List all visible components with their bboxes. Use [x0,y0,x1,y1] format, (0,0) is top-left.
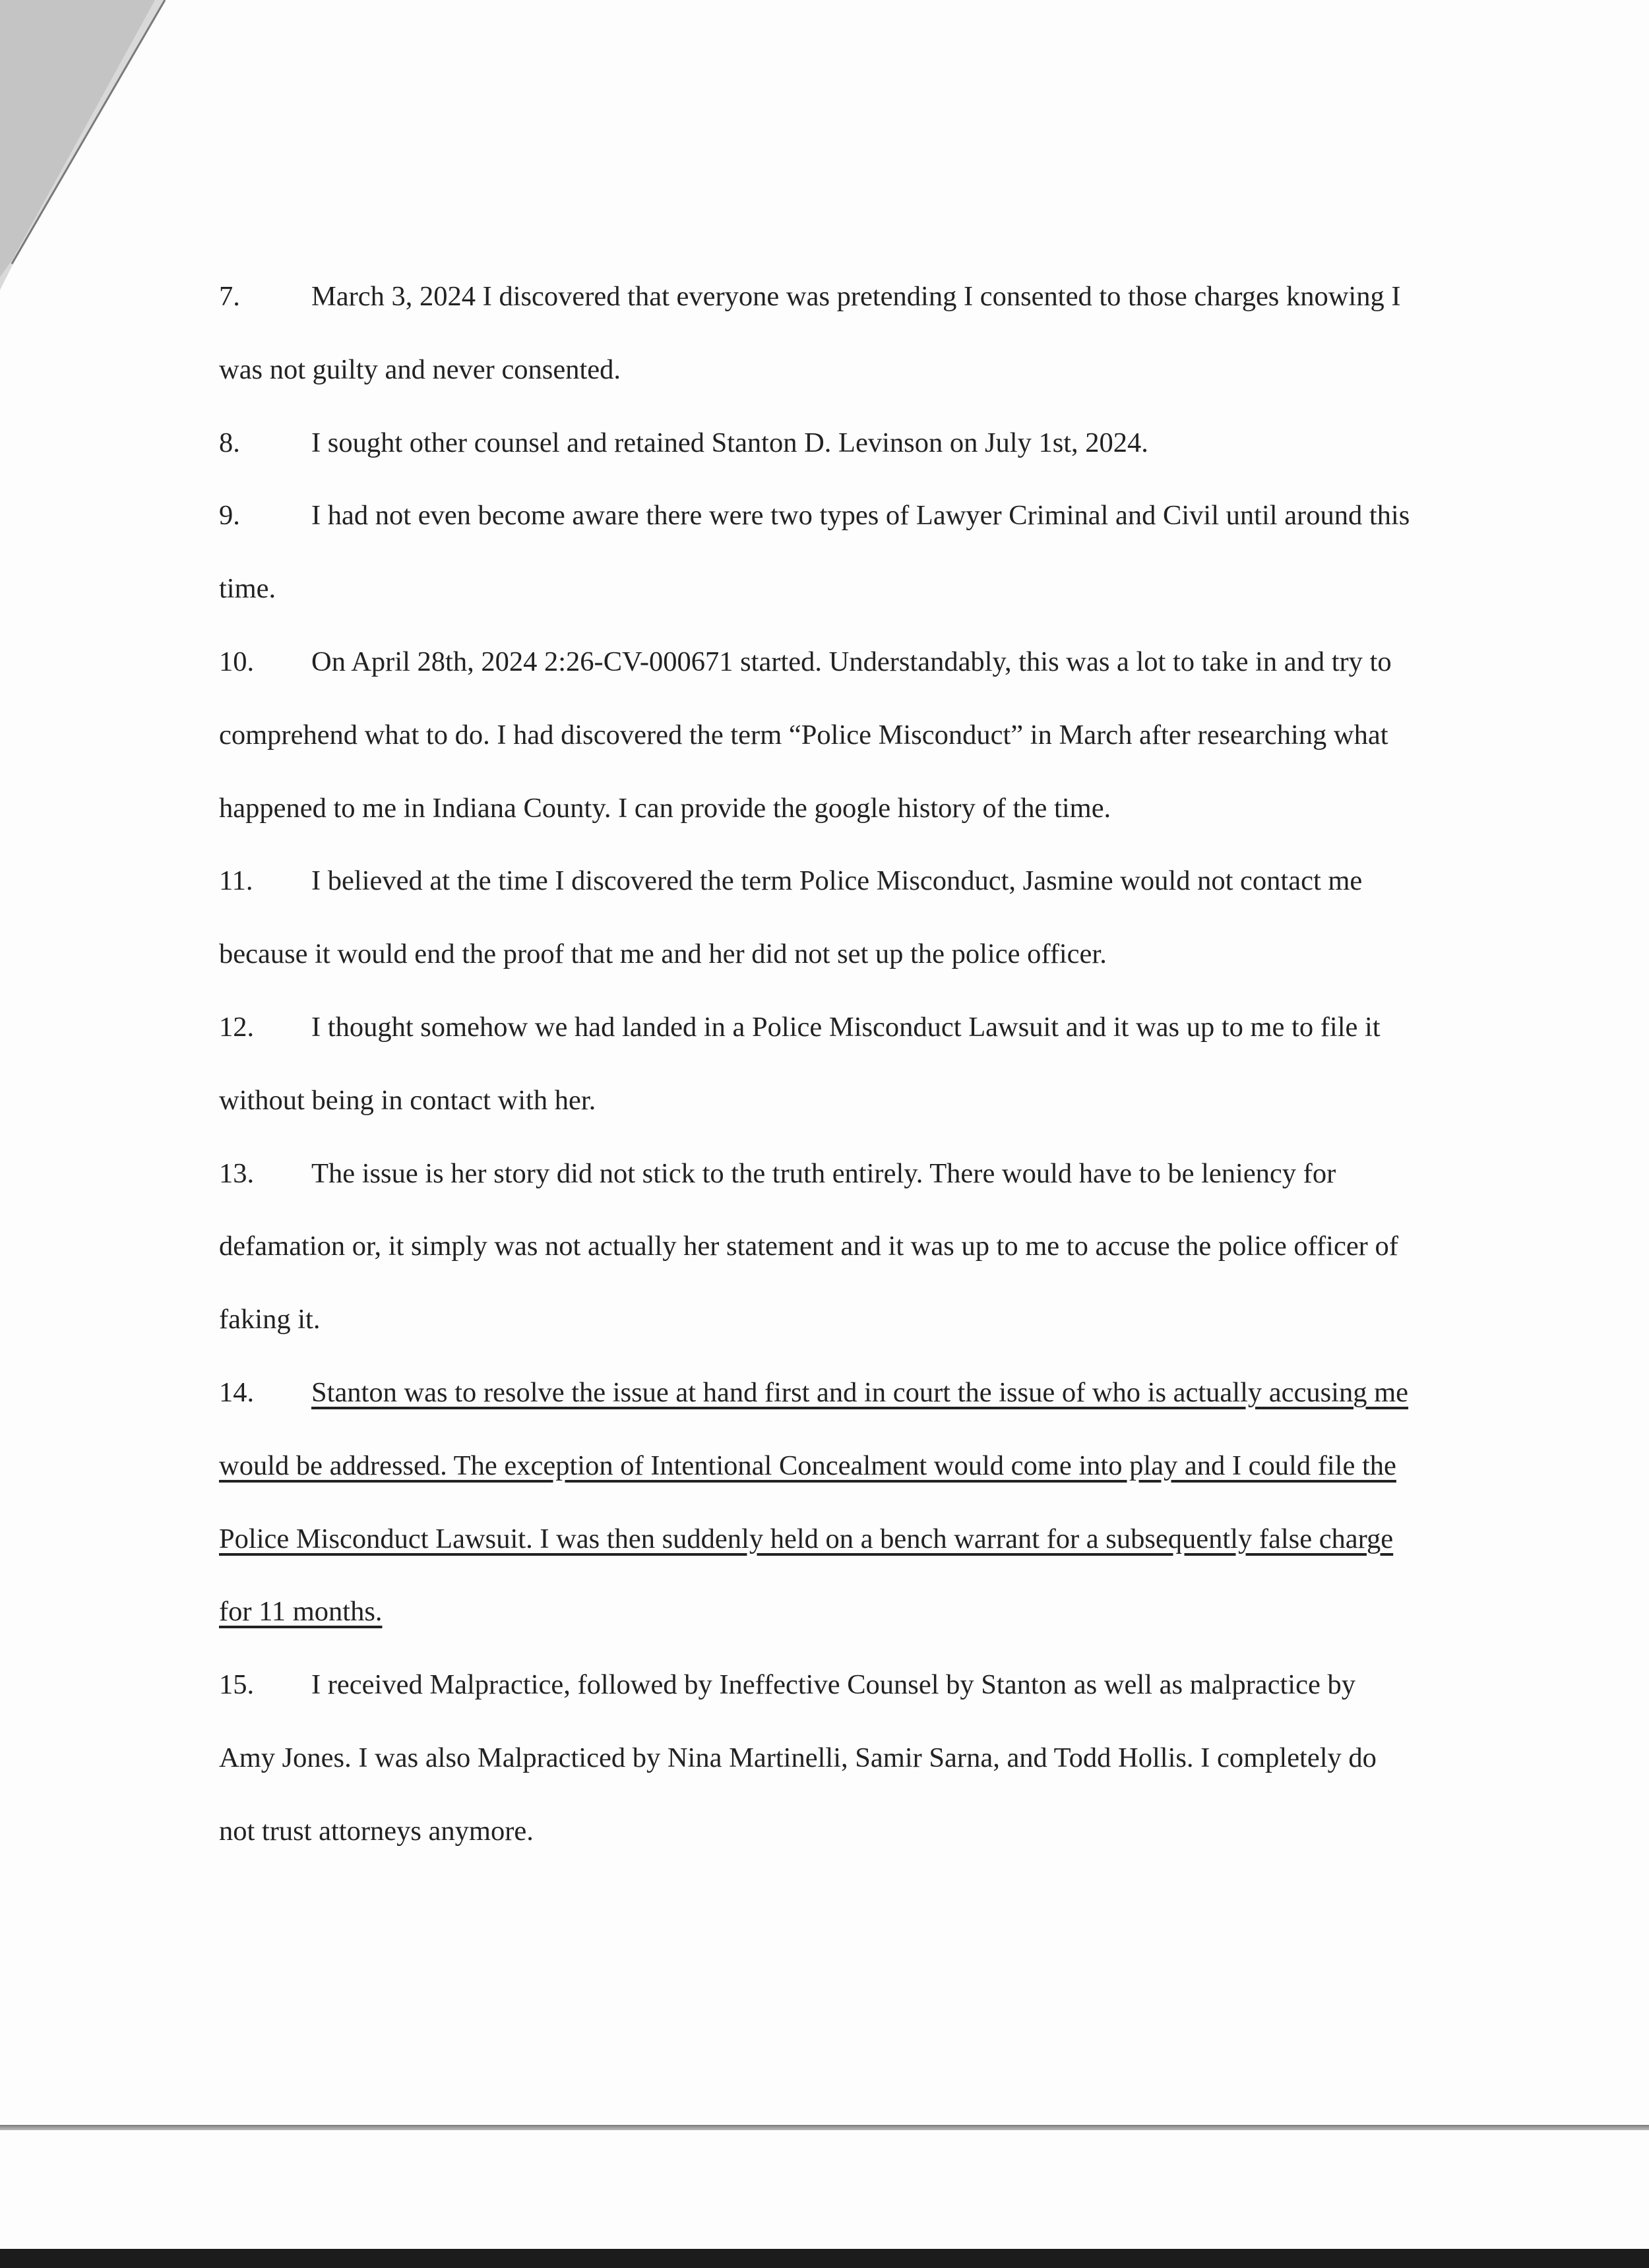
paragraph-text: March 3, 2024 I discovered that everyone was pretending I consented to those charges knowing I was not guilty and never consented. [219,281,1401,385]
folded-corner-artifact [0,0,171,303]
document-body [219,261,1414,1868]
paragraph-text: The issue is her story did not stick to the truth entirely. There would have to be leniency for defamation or, it simply was not actually her statement and it was up to me to accuse the police officer of faking it. [219,1157,1398,1335]
paragraph-number: 11. [219,865,253,897]
paragraph-14 [219,1357,1414,1649]
paragraph-number: 9. [219,500,240,532]
scan-edge-line [0,2125,1649,2130]
scanner-bottom-border [0,2249,1649,2268]
paragraph-number: 10. [219,646,255,677]
paragraph-text: I thought somehow we had landed in a Police Misconduct Lawsuit and it was up to me to file it without being in contact with her. [219,1011,1381,1116]
paragraph-11 [219,845,1414,991]
paragraph-15 [219,1649,1414,1868]
paragraph-number: 15. [219,1669,255,1701]
paragraph-number: 12. [219,1011,255,1043]
underlined-paragraph-text: Stanton was to resolve the issue at hand first and in court the issue of who is actually accusing me would be addressed. The exception of Intentional Concealment would come into play and I could file the Police Misconduct Lawsuit. I was then suddenly held on a bench warrant for a subsequently false charge for 11 months. [219,1376,1409,1628]
paragraph-text: On April 28th, 2024 2:26-CV-000671 started. Understandably, this was a lot to take in and try to comprehend what to do. I had discovered the term “Police Misconduct” in March after researching what happened to me in Indiana County. I can provide the google history of the time. [219,646,1392,824]
paragraph-text: I believed at the time I discovered the term Police Misconduct, Jasmine would not contact me because it would end the proof that me and her did not set up the police officer. [219,865,1363,970]
paragraph-12 [219,991,1414,1138]
paragraph-10 [219,626,1414,845]
paragraph-8 [219,407,1414,480]
paragraph-13 [219,1138,1414,1357]
paragraph-number: 7. [219,281,240,312]
paragraph-text: I sought other counsel and retained Stanton D. Levinson on July 1st, 2024. [311,427,1148,458]
paragraph-text: I received Malpractice, followed by Ineffective Counsel by Stanton as well as malpractice by Amy Jones. I was also Malpracticed by Nina Martinelli, Samir Sarna, and Todd Hollis. I completely do not trust attorneys anymore. [219,1669,1377,1847]
paragraph-number: 14. [219,1376,255,1408]
paragraph-9 [219,479,1414,626]
paragraph-text: I had not even become aware there were two types of Lawyer Criminal and Civil until around this time. [219,500,1410,605]
paragraph-number: 13. [219,1157,255,1189]
paragraph-7 [219,261,1414,407]
paragraph-number: 8. [219,427,240,458]
